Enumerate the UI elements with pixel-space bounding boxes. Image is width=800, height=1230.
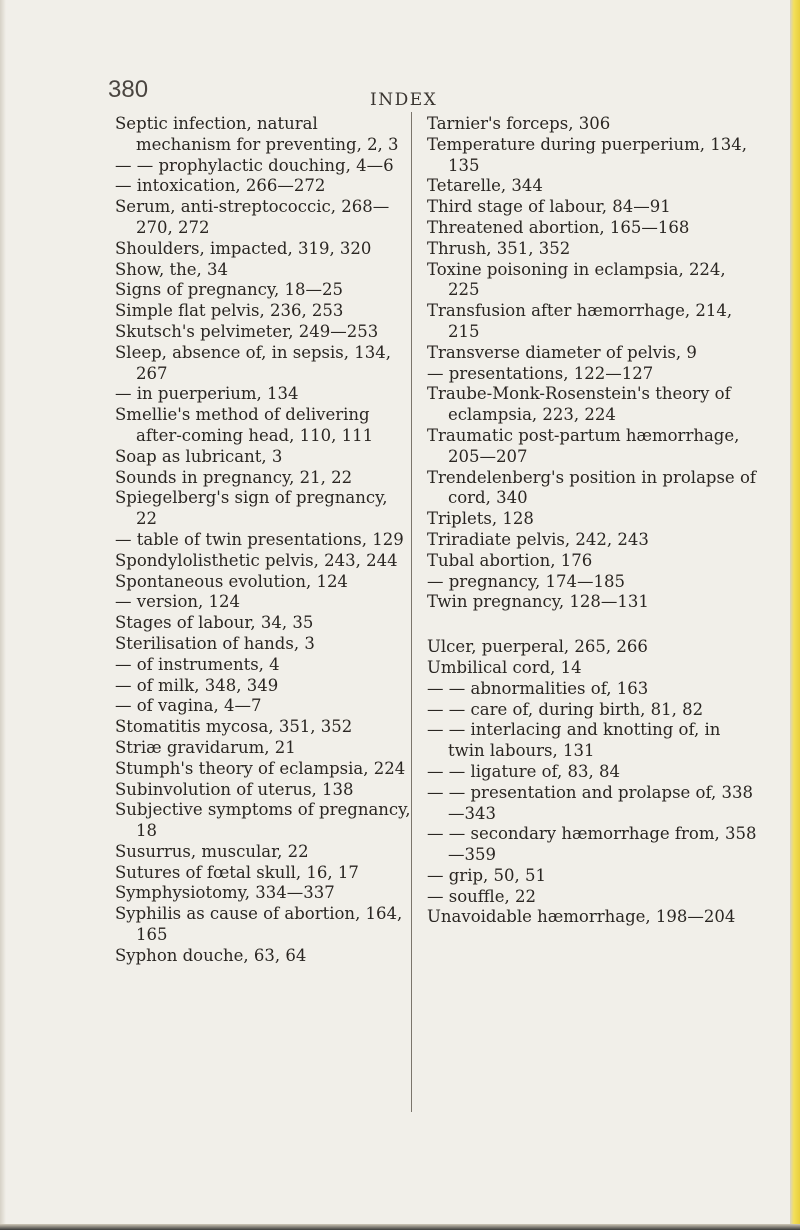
index-entry: Unavoidable hæmorrhage, 198—204 (427, 907, 736, 927)
index-entry: Syphilis as cause of abortion, 164, 165 (115, 904, 403, 945)
index-entry: Spontaneous evolution, 124 (115, 571, 348, 591)
page-edge-right (790, 0, 800, 1230)
index-entry: Serum, anti-streptococcic, 268—270, 272 (115, 197, 390, 237)
index-entry: Umbilical cord, 14 (427, 657, 582, 677)
index-entry: Ulcer, puerperal, 265, 266 (427, 637, 648, 657)
index-entry: — of instruments, 4 (115, 654, 280, 674)
index-entry: — version, 124 (115, 592, 241, 612)
index-column-left (115, 114, 411, 967)
column-divider (411, 112, 412, 1112)
section-gap (427, 613, 757, 637)
index-entry: — of vagina, 4—7 (115, 696, 262, 716)
index-entry: Skutsch's pelvimeter, 249—253 (115, 321, 379, 341)
index-entry: — intoxication, 266—272 (115, 176, 326, 196)
running-head: INDEX (370, 90, 438, 110)
index-entry: Symphysiotomy, 334—337 (115, 883, 335, 903)
index-entry: Susurrus, muscular, 22 (115, 841, 309, 861)
index-entry: Traumatic post-partum hæmorrhage, 205—207 (427, 425, 740, 466)
index-entry: — table of twin presentations, 129 (115, 529, 404, 549)
index-entry: — presentations, 122—127 (427, 363, 654, 383)
index-entry: Tubal abortion, 176 (427, 550, 593, 570)
index-entry: Stages of labour, 34, 35 (115, 613, 314, 633)
page-number: 380 (108, 76, 149, 103)
index-entry: Subjective symptoms of pregnancy, 18 (115, 800, 411, 841)
index-entry: Triplets, 128 (427, 509, 534, 529)
page-gutter-shadow (0, 0, 6, 1230)
index-entry: — — interlacing and knotting of, in twin labours, 131 (427, 720, 721, 761)
index-entry: Twin pregnancy, 128—131 (427, 592, 649, 612)
index-entry: Smellie's method of delivering after-coming head, 110, 111 (115, 405, 374, 445)
index-entry: Spiegelberg's sign of pregnancy, 22 (115, 488, 388, 529)
index-entry: — in puerperium, 134 (115, 384, 299, 404)
index-entry: Transverse diameter of pelvis, 9 (427, 342, 697, 362)
index-entry: Tetarelle, 344 (427, 176, 543, 196)
index-entry: Sleep, absence of, in sepsis, 134, 267 (115, 342, 391, 383)
page-edge-bottom (0, 1224, 800, 1230)
index-entry: Signs of pregnancy, 18—25 (115, 280, 343, 300)
index-entry: Subinvolution of uterus, 138 (115, 779, 354, 799)
index-entry: Traube-Monk-Rosenstein's theory of eclampsia, 223, 224 (427, 384, 731, 425)
index-entry: Sterilisation of hands, 3 (115, 633, 315, 653)
index-entry: Transfusion after hæmorrhage, 214, 215 (427, 301, 733, 341)
index-entry: Syphon douche, 63, 64 (115, 945, 307, 965)
index-entry: Striæ gravidarum, 21 (115, 737, 296, 757)
index-column-right (427, 114, 757, 928)
index-entry: Stomatitis mycosa, 351, 352 (115, 717, 353, 737)
index-entry: Toxine poisoning in eclampsia, 224, 225 (427, 259, 726, 300)
index-entry: — of milk, 348, 349 (115, 675, 279, 695)
index-entry: Trendelenberg's position in prolapse of cord, 340 (427, 467, 756, 508)
index-entry: Thrush, 351, 352 (427, 238, 571, 258)
index-entry: Sutures of fœtal skull, 16, 17 (115, 862, 359, 882)
index-entry: — pregnancy, 174—185 (427, 571, 625, 591)
index-entry: — — prophylactic douching, 4—6 (115, 155, 394, 175)
index-entry: — souffle, 22 (427, 886, 537, 906)
index-section-u (427, 637, 757, 928)
index-entry: Triradiate pelvis, 242, 243 (427, 529, 649, 549)
index-entry: Soap as lubricant, 3 (115, 446, 283, 466)
index-entry: Simple flat pelvis, 236, 253 (115, 301, 344, 321)
index-entry: Sounds in pregnancy, 21, 22 (115, 467, 353, 487)
index-entry: Shoulders, impacted, 319, 320 (115, 238, 372, 258)
index-entry: — — ligature of, 83, 84 (427, 761, 621, 781)
index-entry: Spondylolisthetic pelvis, 243, 244 (115, 550, 398, 570)
index-entry: — — secondary hæmorrhage from, 358—359 (427, 824, 757, 865)
index-section-t (427, 114, 757, 613)
index-entry: — — presentation and prolapse of, 338—343 (427, 782, 753, 823)
index-entry: — — abnormalities of, 163 (427, 678, 649, 698)
index-entry: Stumph's theory of eclampsia, 224 (115, 758, 406, 778)
index-entry: Temperature during puerperium, 134, 135 (427, 134, 747, 175)
index-entry: — grip, 50, 51 (427, 865, 547, 885)
index-entry: Septic infection, natural mechanism for preventing, 2, 3 (115, 114, 399, 154)
index-entry: Tarnier's forceps, 306 (427, 114, 611, 133)
index-entry: — — care of, during birth, 81, 82 (427, 699, 704, 719)
index-entry: Show, the, 34 (115, 259, 229, 279)
index-entry: Third stage of labour, 84—91 (427, 197, 671, 217)
index-entry: Threatened abortion, 165—168 (427, 217, 690, 237)
